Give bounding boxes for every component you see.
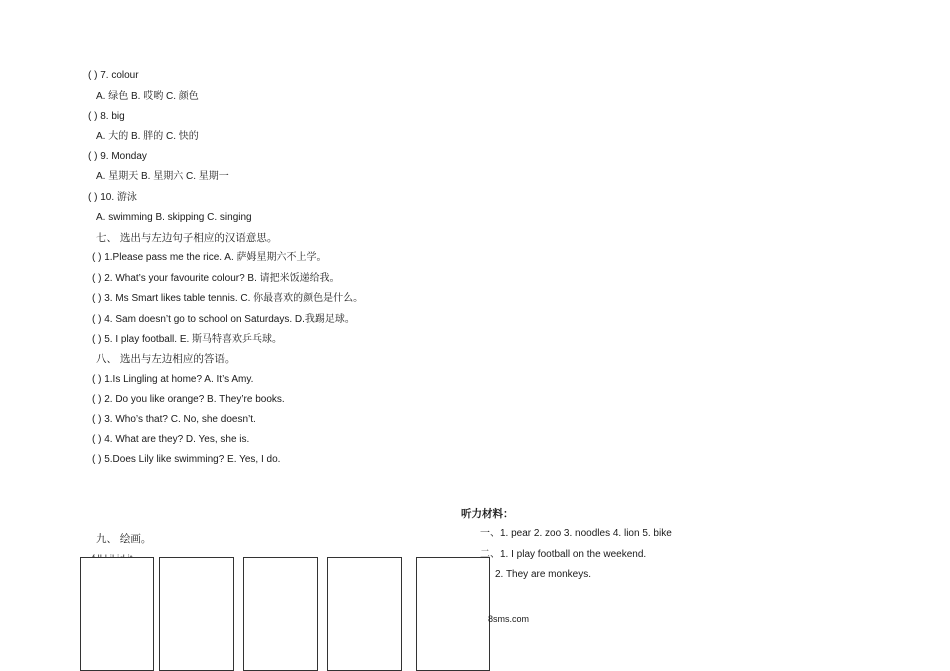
- section-8-item: ( ) 5.Does Lily like swimming? E. Yes, I do.: [92, 454, 281, 465]
- question-9: ( ) 9. Monday: [88, 151, 147, 162]
- section-8-heading: 八、 选出与左边相应的答语。: [96, 353, 236, 365]
- listening-line-1: 一、1. pear 2. zoo 3. noodles 4. lion 5. bike: [480, 528, 672, 539]
- section-9-heading: 九、 绘画。: [96, 533, 152, 545]
- drawing-box-1[interactable]: [80, 557, 154, 671]
- drawing-box-4[interactable]: [327, 557, 402, 671]
- question-10-options: A. swimming B. skipping C. singing: [96, 212, 252, 223]
- section-8-item: ( ) 2. Do you like orange? B. They’re books.: [92, 394, 285, 405]
- drawing-box-3[interactable]: [243, 557, 318, 671]
- question-9-options: A. 星期天 B. 星期六 C. 星期一: [96, 171, 229, 182]
- section-7-item: ( ) 4. Sam doesn’t go to school on Saturdays. D.我踢足球。: [92, 314, 355, 325]
- section-8-item: ( ) 1.Is Lingling at home? A. It’s Amy.: [92, 374, 254, 385]
- drawing-box-2[interactable]: [159, 557, 234, 671]
- question-8: ( ) 8. big: [88, 111, 125, 122]
- question-8-options: A. 大的 B. 胖的 C. 快的: [96, 131, 199, 142]
- listening-title: 听力材料：: [461, 508, 514, 520]
- section-8-item: ( ) 4. What are they? D. Yes, she is.: [92, 434, 250, 445]
- drawing-box-5[interactable]: [416, 557, 490, 671]
- section-8-item: ( ) 3. Who’s that? C. No, she doesn’t.: [92, 414, 256, 425]
- question-10: ( ) 10. 游泳: [88, 192, 137, 203]
- section-7-item: ( ) 5. I play football. E. 斯马特喜欢乒乓球。: [92, 334, 283, 345]
- listening-line-3: 2. They are monkeys.: [495, 569, 591, 580]
- listening-line-2: 二、1. I play football on the weekend.: [480, 549, 647, 560]
- section-7-item: ( ) 1.Please pass me the rice. A. 萨姆星期六不上学。: [92, 252, 327, 263]
- section-7-item: ( ) 3. Ms Smart likes table tennis. C. 你最喜欢的颜色是什么。: [92, 293, 364, 304]
- question-7-options: A. 绿色 B. 哎哟 C. 颜色: [96, 91, 199, 102]
- section-7-item: ( ) 2. What’s your favourite colour? B. 请把米饭递给我。: [92, 273, 340, 284]
- question-7: ( ) 7. colour: [88, 70, 139, 81]
- site-watermark: 8sms.com: [488, 614, 530, 624]
- section-7-heading: 七、 选出与左边句子相应的汉语意思。: [96, 232, 278, 244]
